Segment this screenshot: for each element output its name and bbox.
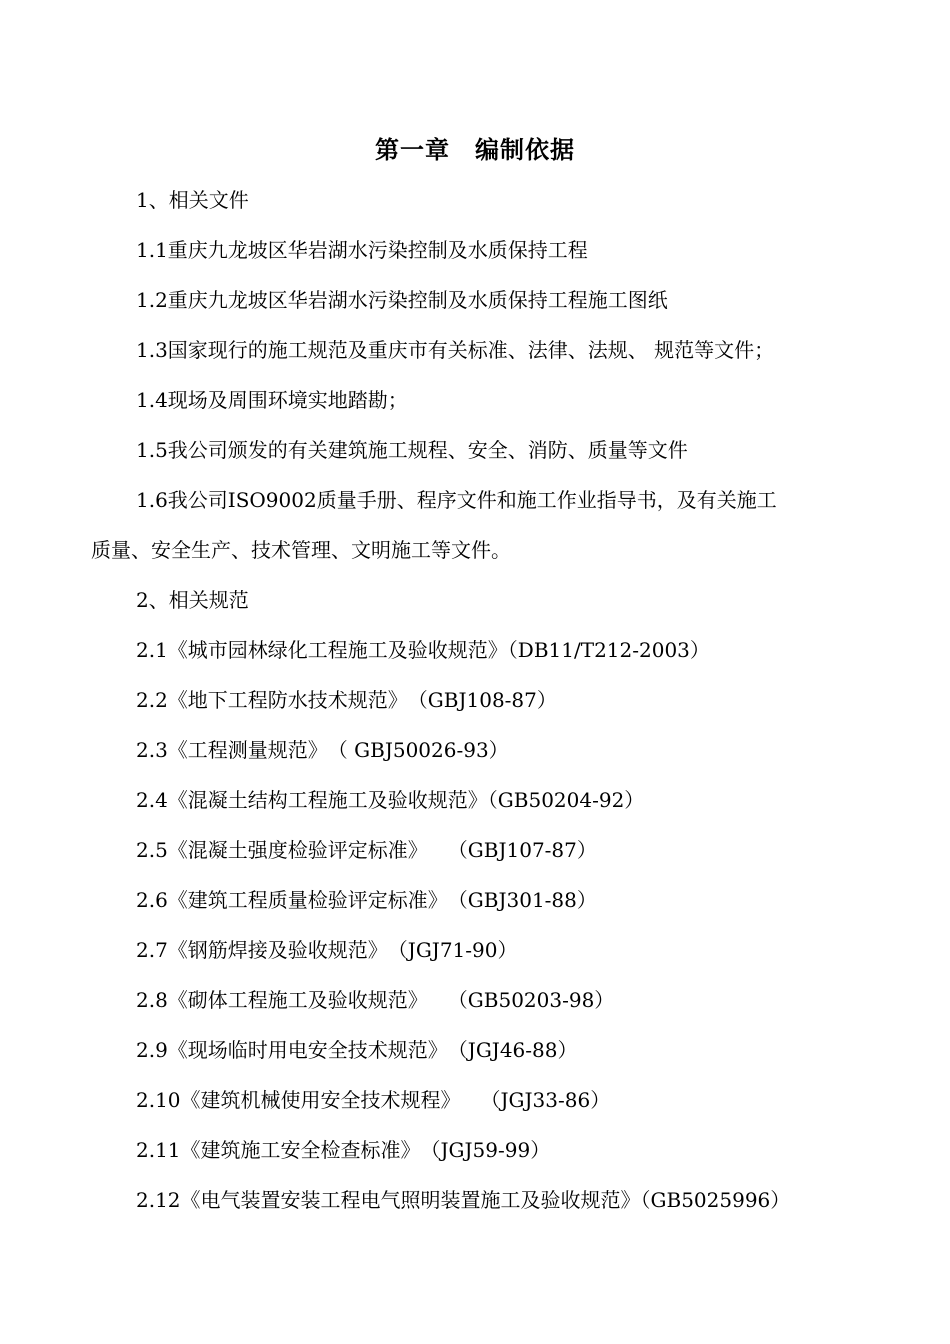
standard-item: 2.3《工程测量规范》 （ GBJ50026-93） — [136, 738, 509, 762]
document-item-continuation: 质量、安全生产、技术管理、文明施工等文件。 — [91, 538, 511, 562]
standard-item: 2.5《混凝土强度检验评定标准》 （GBJ107-87） — [136, 838, 597, 862]
standard-item: 2.10《建筑机械使用安全技术规程》 （JGJ33-86） — [136, 1088, 611, 1112]
standard-item: 2.6《建筑工程质量检验评定标准》 （GBJ301-88） — [136, 888, 597, 912]
standard-item: 2.11《建筑施工安全检查标准》 （JGJ59-99） — [136, 1138, 551, 1162]
document-item: 1.2重庆九龙坡区华岩湖水污染控制及水质保持工程施工图纸 — [136, 288, 668, 312]
standard-item: 2.1《城市园林绿化工程施工及验收规范》（DB11/T212-2003） — [136, 638, 710, 662]
standard-item: 2.2《地下工程防水技术规范》 （GBJ108-87） — [136, 688, 557, 712]
section-heading-related-standards: 2、相关规范 — [136, 588, 249, 612]
section-heading-related-documents: 1、相关文件 — [136, 188, 249, 212]
document-item: 1.3国家现行的施工规范及重庆市有关标准、法律、法规、 规范等文件； — [136, 338, 775, 362]
document-item: 1.6我公司ISO9002质量手册、程序文件和施工作业指导书，及有关施工 — [136, 488, 777, 512]
standard-item: 2.4《混凝土结构工程施工及验收规范》（GB50204-92） — [136, 788, 645, 812]
document-item: 1.1重庆九龙坡区华岩湖水污染控制及水质保持工程 — [136, 238, 588, 262]
standard-item: 2.9《现场临时用电安全技术规范》 （JGJ46-88） — [136, 1038, 578, 1062]
chapter-title: 第一章 编制依据 — [375, 136, 575, 164]
document-item: 1.4现场及周围环境实地踏勘； — [136, 388, 408, 412]
standard-item: 2.12《电气装置安装工程电气照明装置施工及验收规范》（GB5025996） — [136, 1188, 791, 1212]
standard-item: 2.8《砌体工程施工及验收规范》 （GB50203-98） — [136, 988, 615, 1012]
document-item: 1.5我公司颁发的有关建筑施工规程、安全、消防、质量等文件 — [136, 438, 688, 462]
standard-item: 2.7《钢筋焊接及验收规范》 （JGJ71-90） — [136, 938, 518, 962]
